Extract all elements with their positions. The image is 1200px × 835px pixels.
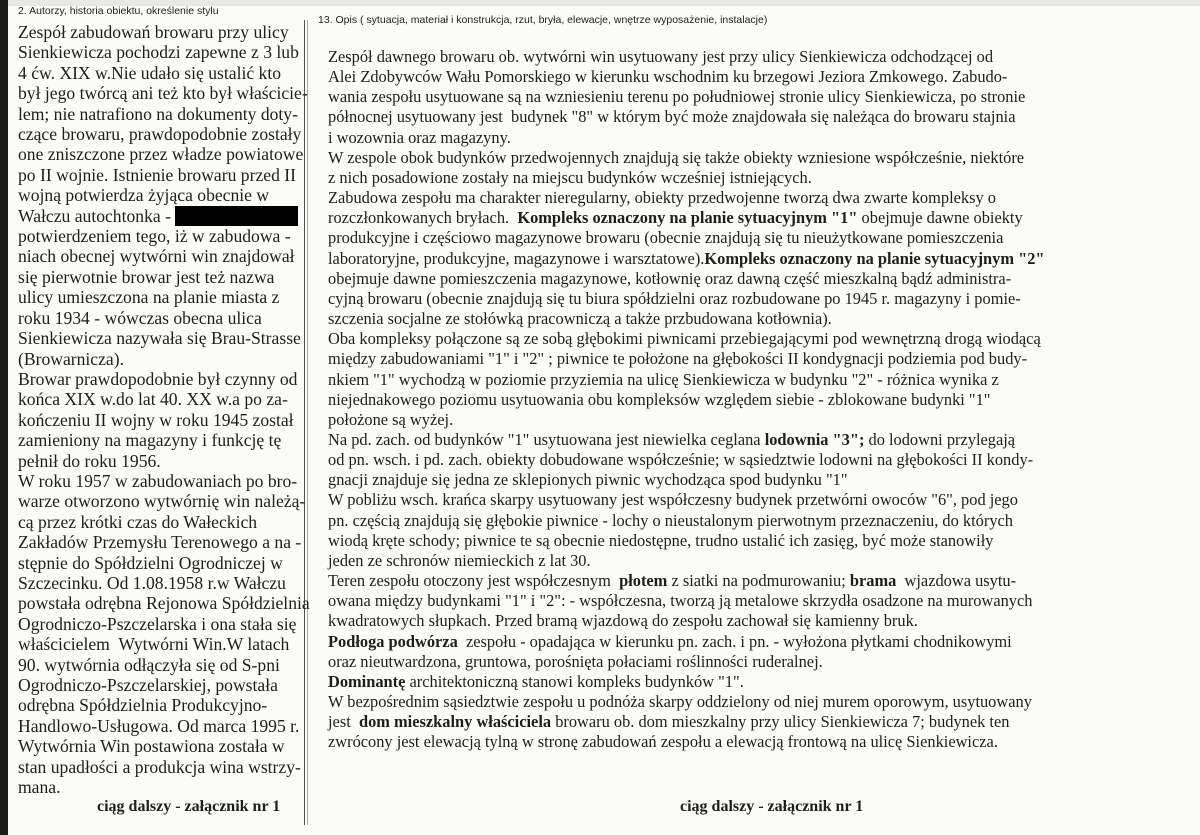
text-segment: niach obecnej wytwórni win znajdował <box>18 246 295 267</box>
text-line <box>18 63 308 83</box>
text-line <box>18 532 308 552</box>
text-segment: był jego twórcą ani też kto był właścicie- <box>18 83 308 104</box>
text-line <box>18 124 308 144</box>
text-segment: stan upadłości a produkcja wina wstrzy- <box>18 756 301 777</box>
text-segment: Zespół dawnego browaru ob. wytwórni win usytuowany jest przy ulicy Sienkiewicza odchodzącej od <box>328 47 994 66</box>
text-line <box>18 389 308 409</box>
text-line <box>328 188 1198 208</box>
text-line <box>328 289 1198 309</box>
text-line <box>328 611 1198 631</box>
redacted-name-box <box>175 206 298 226</box>
text-line <box>18 655 308 675</box>
text-segment: po II wojnie. Istnienie browaru przed II <box>18 164 296 185</box>
text-segment: Sienkiewicza pochodzi zapewne z 3 lub <box>18 42 299 63</box>
bold-text: brama <box>849 571 897 591</box>
text-line <box>18 144 308 164</box>
text-segment: produkcyjne i częściowo magazynowe browaru (obecnie znajdują się tu nieużytkowane pomieszczenia <box>328 228 1004 248</box>
text-segment: położone są wyżej. <box>328 409 454 429</box>
text-line <box>18 185 308 205</box>
text-segment: północnej usytuowany jest budynek "8" w którym być może znajdowała się należąca do browaru stajnia <box>328 107 1016 127</box>
text-segment: (Browarnicza). <box>18 348 124 369</box>
text-segment: laboratoryjne, produkcyjne, magazynowe i warsztatowe). <box>328 248 705 268</box>
text-line <box>18 83 308 103</box>
bold-text: Dominantę <box>328 671 406 691</box>
text-line <box>328 410 1198 430</box>
text-line <box>328 269 1198 289</box>
text-segment: między zabudowaniami "1" i "2" ; piwnice te położone na głębokości II kondygnacji podziemia pod budy- <box>328 349 1028 369</box>
text-segment: z siatki na podmurowaniu; <box>667 571 850 591</box>
text-segment: Szczecinku. Od 1.08.1958 r.w Wałczu <box>18 572 286 593</box>
text-segment: owana między budynkami "1" i "2": - współczesna, tworzą ją metalowe skrzydła osadzone na murowanych <box>328 591 1033 611</box>
text-segment: browaru ob. dom mieszkalny przy ulicy Sienkiewicza 7; budynek ten <box>551 712 1010 732</box>
text-line <box>328 652 1198 672</box>
text-segment: roku 1934 - wówczas obecna ulica <box>18 307 262 328</box>
text-line <box>18 42 308 62</box>
bold-text: Podłoga podwórza <box>328 631 458 651</box>
text-segment: kwadratowych słupkach. Przed bramą wjazdową do zespołu zachował się kamienny bruk. <box>328 611 918 631</box>
text-line <box>328 470 1198 490</box>
text-segment: W zespole obok budynków przedwojennych znajdują się także obiekty wzniesione współcześnie, niektóre <box>328 147 1025 167</box>
text-line <box>18 22 308 42</box>
text-segment: nkiem "1" wychodzą w poziomie przyziemia na ulicę Sienkiewicza w budynku "2" - różnica wynika z <box>328 369 999 389</box>
text-line <box>18 410 308 430</box>
text-segment: Handlowo-Usługowa. Od marca 1995 r. <box>18 715 300 736</box>
text-line <box>18 614 308 634</box>
bold-text: dom mieszkalny właściciela <box>358 712 552 732</box>
text-segment: Ogrodniczo-Pszczelarska i ona stała się <box>18 613 297 634</box>
text-line <box>328 249 1198 269</box>
text-line <box>18 369 308 389</box>
text-segment: do lodowni przylegają <box>864 429 1016 449</box>
text-segment: Teren zespołu otoczony jest współczesnym <box>328 571 620 591</box>
text-segment: warze otworzono wytwórnię win należą- <box>18 491 306 512</box>
text-segment: Zabudowa zespołu ma charakter nieregularny, obiekty przedwojenne tworzą dwa zwarte kompleksy o <box>328 188 996 208</box>
text-segment: zespołu - opadająca w kierunku pn. zach. i pn. - wyłożona płytkami chodnikowymi <box>457 631 1012 651</box>
text-segment: W roku 1957 w zabudowaniach po bro- <box>18 470 298 491</box>
text-segment: lem; nie natrafiono na dokumenty doty- <box>18 103 298 124</box>
text-line <box>18 267 308 287</box>
text-line <box>18 165 308 185</box>
text-line <box>18 593 308 613</box>
left-section-heading: 2. Autorzy, historia obiektu, określenie stylu <box>18 5 219 17</box>
text-line <box>328 228 1198 248</box>
text-segment: kończeniu II wojny w roku 1945 został <box>18 409 294 430</box>
text-line <box>328 551 1198 571</box>
text-segment: W pobliżu wsch. krańca skarpy usytuowany jest współczesny budynek przetwórni owoców "6", pod jego <box>328 490 1018 510</box>
text-segment: szczenia socjalne ze stołówką pracowniczą a także przbudowana kotłownia). <box>328 309 832 329</box>
text-segment: potwierdzeniem tego, iż w zabudowa - <box>18 226 291 247</box>
text-line <box>328 47 1198 67</box>
text-segment: Zakładów Przemysłu Terenowego a na - <box>18 532 302 553</box>
text-segment: Oba kompleksy połączone są ze sobą głębokimi piwnicami przebiegającymi pod wewnętrzną drogą wiodącą <box>328 329 1041 349</box>
text-segment: czące browaru, prawdopodobnie zostały <box>18 124 302 145</box>
text-segment: właścicielem Wytwórni Win.W latach <box>18 634 290 655</box>
text-segment: wiodą kręte schody; piwnice te są obecnie niedostępne, trudno ustalić ich zasięg, być może stanowiły <box>328 530 994 550</box>
text-segment: 4 ćw. XIX w.Nie udało się ustalić kto <box>18 62 282 83</box>
text-line <box>18 512 308 532</box>
text-segment: Alei Zdobywców Wału Pomorskiego w kierunku wschodnim ku brzegowi Jeziora Zmkowego. Zabudo- <box>328 67 1008 87</box>
text-line <box>18 553 308 573</box>
right-section-heading: 13. Opis ( sytuacja, materiał i konstrukcja, rzut, bryła, elewacje, wnętrze wyposażenie, instalacje) <box>318 14 768 26</box>
text-line <box>328 67 1198 87</box>
text-line <box>18 695 308 715</box>
text-segment: zamieniony na magazyny i funkcję tę <box>18 430 282 451</box>
text-line <box>328 87 1198 107</box>
text-line <box>18 226 308 246</box>
text-line <box>18 736 308 756</box>
text-segment: końca XIX w.do lat 40. XX w.a po za- <box>18 389 288 410</box>
text-line <box>18 104 308 124</box>
text-segment: mana. <box>18 777 61 798</box>
text-segment: cyjną browaru (obecnie znajdują się tu biura spółdzielni oraz rozbudowane po 1945 r. magazyny i pomie- <box>328 288 1021 308</box>
text-segment: Na pd. zach. od budynków "1" usytuowana jest niewielka ceglana <box>328 429 765 449</box>
text-segment: one zniszczone przez władze powiatowe <box>18 144 304 165</box>
text-line <box>328 712 1198 732</box>
text-line <box>18 246 308 266</box>
text-segment: jeden ze schronów niemieckich z lat 30. <box>328 550 591 570</box>
text-segment: pełnił do roku 1956. <box>18 450 161 471</box>
text-segment: wania zespołu usytuowane są na wzniesieniu terenu po południowej stronie ulicy Sienkiewicza, po stronie <box>328 87 1026 107</box>
text-segment: architektoniczną stanowi kompleks budynków "1". <box>405 671 744 691</box>
text-segment: Wałczu autochtonka - <box>18 205 176 226</box>
text-segment: Sienkiewicza nazywała się Brau-Strasse <box>18 328 301 349</box>
description-text <box>328 47 1198 752</box>
text-segment: 90. wytwórnia odłączyła się od S-pni <box>18 654 280 675</box>
history-text <box>18 22 308 797</box>
text-segment: obejmuje dawne pomieszczenia magazynowe, kotłownię oraz dawną część mieszkalną bądź administra- <box>328 268 1012 288</box>
text-segment: pn. częścią znajdują się głębokie piwnice - lochy o nieustalonym pierwotnym przeznaczeniu, do których <box>328 510 1013 530</box>
text-line <box>328 632 1198 652</box>
text-segment: W bezpośrednim sąsiedztwie zespołu u podnóża skarpy oddzielony od niej murem oporowym, usytuowany <box>328 692 1032 711</box>
text-line <box>18 287 308 307</box>
text-line <box>328 450 1198 470</box>
text-line <box>18 491 308 511</box>
text-line <box>328 208 1198 228</box>
text-line <box>328 732 1198 752</box>
text-line <box>18 573 308 593</box>
text-line <box>328 692 1198 712</box>
text-segment: wojną potwierdza żyjąca obecnie w <box>18 185 270 206</box>
text-line <box>328 430 1198 450</box>
text-segment: zwrócony jest elewacją tylną w stronę zabudowań zespołu a elewacją frontową na ulicę Sienkiewicza. <box>328 732 998 752</box>
text-segment: odrębna Spółdzielnia Produkcyjno- <box>18 695 268 716</box>
text-segment: Browar prawdopodobnie był czynny od <box>18 368 298 389</box>
text-line <box>328 672 1198 692</box>
text-line <box>328 168 1198 188</box>
text-line <box>328 370 1198 390</box>
text-line <box>328 107 1198 127</box>
bold-text: Kompleks oznaczony na planie sytuacyjnym "1" <box>517 208 858 228</box>
text-line <box>18 675 308 695</box>
text-segment: powstała odrębna Rejonowa Spółdzielnia <box>18 593 310 614</box>
text-segment: obejmuje dawne obiekty <box>857 208 1023 228</box>
text-line <box>18 328 308 348</box>
text-segment: z nich posadowione zostały na miejscu budynków wcześniej istniejących. <box>328 167 812 187</box>
text-segment: i wozownia oraz magazyny. <box>328 127 511 147</box>
text-segment: się pierwotnie browar jest też nazwa <box>18 266 275 287</box>
text-line <box>18 206 308 226</box>
text-line <box>18 777 308 797</box>
text-line <box>328 128 1198 148</box>
text-line <box>328 309 1198 329</box>
text-segment: rozczłonkowanych bryłach. <box>328 208 518 228</box>
text-segment: wjazdowa usytu- <box>896 571 1017 591</box>
text-segment: stępnie do Spółdzielni Ogrodniczej w <box>18 552 283 573</box>
text-segment: jest <box>328 712 359 732</box>
text-line <box>18 471 308 491</box>
right-continuation-note: ciąg dalszy - załącznik nr 1 <box>680 798 864 815</box>
text-line <box>18 430 308 450</box>
text-segment: gnacji znajduje się jedna ze sklepionych piwnic wychodząca spod budynku "1" <box>328 470 848 490</box>
left-continuation-note: ciąg dalszy - załącznik nr 1 <box>97 798 281 815</box>
text-line <box>18 716 308 736</box>
text-line <box>328 329 1198 349</box>
text-line <box>18 308 308 328</box>
text-line <box>18 757 308 777</box>
text-line <box>328 591 1198 611</box>
bold-text: lodownia "3"; <box>764 429 865 449</box>
text-line <box>328 490 1198 510</box>
bold-text: Kompleks oznaczony na planie sytuacyjnym "2" <box>704 248 1045 268</box>
text-line <box>18 349 308 369</box>
text-segment: cą przez krótki czas do Wałeckich <box>18 511 258 532</box>
text-segment: od pn. wsch. i pd. zach. obiekty dobudowane współcześnie; w sąsiedztwie lodowni na głębokości II kondy- <box>328 450 1034 470</box>
text-line <box>328 148 1198 168</box>
text-segment: ulicy umieszczona na planie miasta z <box>18 287 280 308</box>
bold-text: płotem <box>619 571 668 591</box>
text-line <box>328 571 1198 591</box>
text-line <box>328 511 1198 531</box>
scan-left-edge <box>0 0 8 835</box>
text-line <box>328 349 1198 369</box>
text-segment: Wytwórnia Win postawiona została w <box>18 736 285 757</box>
text-line <box>18 451 308 471</box>
text-line <box>328 531 1198 551</box>
text-segment: Ogrodniczo-Pszczelarskiej, powstała <box>18 675 278 695</box>
text-segment: Zespół zabudowań browaru przy ulicy <box>18 22 289 42</box>
text-segment: niejednakowego poziomu usytuowania obu kompleksów względem siebie - zblokowane budynki "1" <box>328 389 991 409</box>
text-line <box>18 634 308 654</box>
text-line <box>328 390 1198 410</box>
text-segment: oraz nieutwardzona, gruntowa, porośnięta połaciami roślinności ruderalnej. <box>328 651 823 671</box>
